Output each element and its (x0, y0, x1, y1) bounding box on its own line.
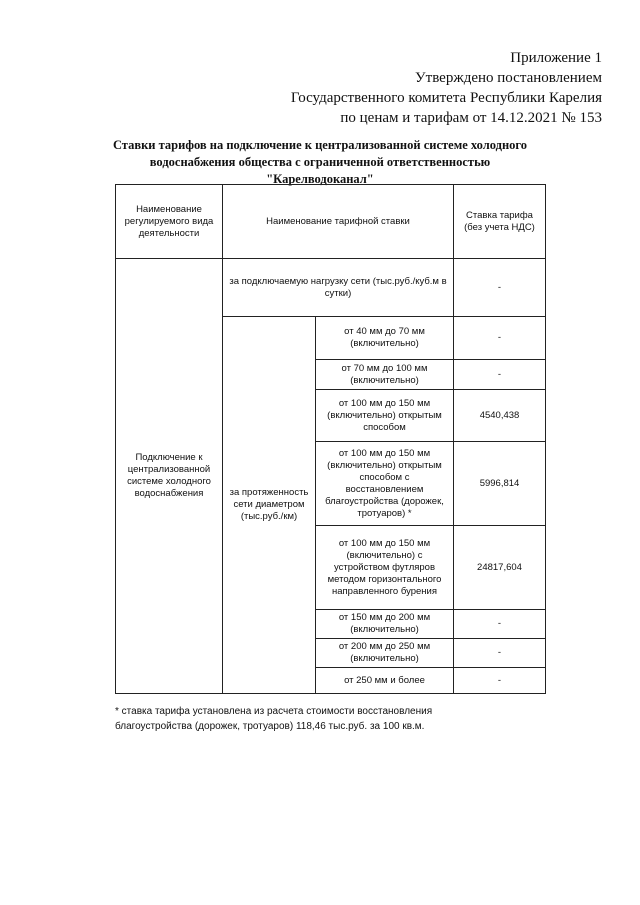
tariff-table (115, 184, 546, 694)
resolution-date: по ценам и тарифам от 14.12.2021 № 153 (340, 110, 602, 126)
document-header (291, 48, 602, 128)
footnote-line-1: * ставка тарифа установлена из расчета стоимости восстановления (115, 706, 433, 717)
rate-value-cell: - (454, 639, 546, 668)
table-header-row (116, 185, 546, 259)
footnote-line-2: благоустройства (дорожек, тротуаров) 118,46 тыс.руб. за 100 кв.м. (115, 721, 425, 732)
table-row (116, 259, 546, 317)
document-title (110, 137, 530, 188)
footnote (115, 704, 535, 734)
load-rate-name: за подключаемую нагрузку сети (тыс.руб./куб.м в сутки) (223, 259, 454, 317)
diameter-cell: от 100 мм до 150 мм (включительно) открытым способом с восстановлением благоустройства (дорожек, тротуаров) * (316, 442, 454, 526)
rate-value-cell: - (454, 668, 546, 694)
rate-value-cell: - (454, 317, 546, 360)
length-rate-label: за протяженность сети диаметром (тыс.руб./км) (223, 317, 316, 694)
diameter-cell: от 100 мм до 150 мм (включительно) открытым способом (316, 390, 454, 442)
approved-label: Утверждено постановлением (415, 70, 602, 86)
activity-cell: Подключение к централизованной системе холодного водоснабжения (116, 259, 223, 694)
load-rate-value: - (454, 259, 546, 317)
header-rate-name: Наименование тарифной ставки (223, 185, 454, 259)
diameter-cell: от 40 мм до 70 мм (включительно) (316, 317, 454, 360)
diameter-cell: от 200 мм до 250 мм (включительно) (316, 639, 454, 668)
diameter-cell: от 150 мм до 200 мм (включительно) (316, 610, 454, 639)
title-line-3: "Карелводоканал" (266, 172, 374, 186)
rate-value-cell: - (454, 610, 546, 639)
rate-value-cell: 5996,814 (454, 442, 546, 526)
title-line-2: водоснабжения общества с ограниченной ответственностью (149, 155, 491, 169)
appendix-label: Приложение 1 (510, 50, 602, 66)
header-rate: Ставка тарифа (без учета НДС) (454, 185, 546, 259)
rate-value-cell: - (454, 360, 546, 390)
diameter-cell: от 250 мм и более (316, 668, 454, 694)
diameter-cell: от 70 мм до 100 мм (включительно) (316, 360, 454, 390)
title-line-1: Ставки тарифов на подключение к централизованной системе холодного (112, 138, 528, 152)
rate-value-cell: 4540,438 (454, 390, 546, 442)
diameter-cell: от 100 мм до 150 мм (включительно) с устройством футляров методом горизонтального направленного бурения (316, 526, 454, 610)
committee-name: Государственного комитета Республики Карелия (290, 90, 602, 106)
rate-value-cell: 24817,604 (454, 526, 546, 610)
header-activity: Наименование регулируемого вида деятельности (116, 185, 223, 259)
